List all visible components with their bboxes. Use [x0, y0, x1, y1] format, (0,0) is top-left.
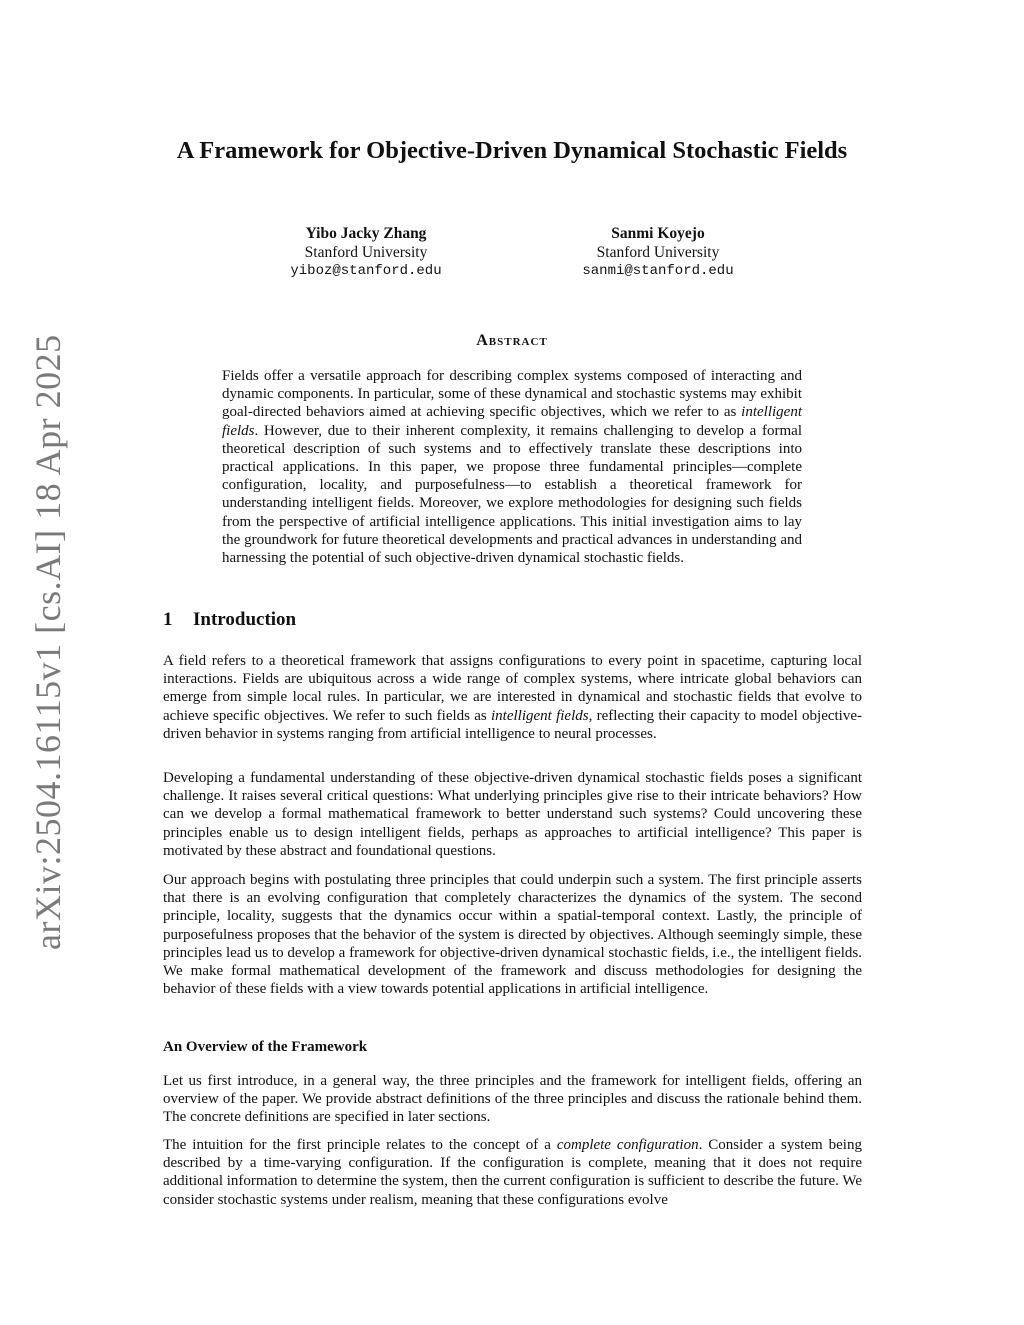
overview-paragraph-2 — [163, 1136, 862, 1209]
italic-term: complete configuration — [556, 1137, 699, 1153]
intro-paragraph-1 — [163, 652, 862, 743]
italic-term: intelligent fields — [491, 707, 589, 724]
author-email: sanmi@stanford.edu — [582, 263, 734, 279]
intro-paragraph-3: Our approach begins with postulating three principles that could underpin such a system. The first principle asserts that there is an evolving configuration that completely characterizes the dynamics of the system. The second principle, locality, suggests that the dynamics occur within a spatial-temporal context. Lastly, the principle of purposefulness proposes that the behavior of the system is directed by objectives. Although seemingly simple, these principles lead us to develop a framework for objective-driven dynamical stochastic fields, i.e., the intelligent fields. We make formal mathematical development of the framework and discuss methodologies for designing the behavior of these fields with a view towards potential applications in artificial intelligence. — [163, 872, 862, 998]
arxiv-sidebar-stamp: arXiv:2504.16115v1 [cs.AI] 18 Apr 2025 — [28, 334, 68, 950]
abstract-text-part: Fields offer a versatile approach for describing complex systems composed of interacting and dynamic components. In particular, some of these dynamical and stochastic systems may exhibit goal-directed behaviors aimed at achieving specific objectives, which we refer to as — [222, 368, 802, 421]
paragraph-text: , reflecting their capacity to model objective-driven behavior in systems ranging from artificial intelligence to neural processes. — [163, 707, 862, 742]
author-block-2 — [518, 225, 798, 281]
paragraph-text: . Consider a system being described by a time-varying configuration. If the configuration is complete, meaning that it does not require additional information to determine the system, then the current configuration is sufficient to describe the future. We consider stochastic systems under realism, meaning that these configurations evolve — [163, 1137, 862, 1208]
subsection-heading-overview: An Overview of the Framework — [163, 1039, 368, 1055]
author-name: Sanmi Koyejo — [611, 225, 705, 242]
author-email: yiboz@stanford.edu — [290, 263, 442, 279]
author-name: Yibo Jacky Zhang — [305, 225, 427, 242]
section-title: Introduction — [193, 609, 297, 630]
paragraph-text: A field refers to a theoretical framework that assigns configurations to every point in spacetime, capturing local interactions. Fields are ubiquitous across a wide range of complex systems, where intricate global behaviors can emerge from simple local rules. In particular, we are interested in dynamical and stochastic fields that evolve to achieve specific objectives. We refer to such fields as — [163, 653, 862, 724]
intro-paragraph-2: Developing a fundamental understanding of these objective-driven dynamical stochastic fields poses a significant challenge. It raises several critical questions: What underlying principles give rise to their intricate behaviors? How can we develop a formal mathematical framework to better understand such systems? Could uncovering these principles enable us to design intelligent fields, perhaps as approaches to artificial intelligence? This paper is motivated by these abstract and foundational questions. — [163, 770, 862, 859]
paper-title: A Framework for Objective-Driven Dynamical Stochastic Fields — [176, 137, 848, 164]
author-block-1 — [226, 225, 506, 281]
abstract-text — [222, 367, 802, 567]
overview-paragraph-1: Let us first introduce, in a general way, the three principles and the framework for intelligent fields, offering an overview of the paper. We provide abstract definitions of the three principles and discuss the rationale behind them. The concrete definitions are specified in later sections. — [163, 1073, 862, 1126]
section-number: 1 — [163, 609, 173, 630]
author-affiliation: Stanford University — [596, 243, 720, 261]
abstract-italic-term: intelligent fields — [222, 404, 802, 439]
paragraph-text: The intuition for the first principle relates to the concept of a — [163, 1137, 557, 1153]
section-heading-introduction — [163, 609, 296, 631]
abstract-text-part: . However, due to their inherent complexity, it remains challenging to develop a formal theoretical description of such systems and to effectively translate these descriptions into practical applications. In this paper, we propose three fundamental principles—complete configuration, locality, and purposefulness—to establish a theoretical framework for understanding intelligent fields. Moreover, we explore methodologies for designing such fields from the perspective of artificial intelligence applications. This initial investigation aims to lay the groundwork for future theoretical developments and practical advances in understanding and harnessing the potential of such objective-driven dynamical stochastic fields. — [222, 422, 802, 567]
author-affiliation: Stanford University — [304, 243, 428, 261]
abstract-heading: Abstract — [476, 332, 548, 349]
